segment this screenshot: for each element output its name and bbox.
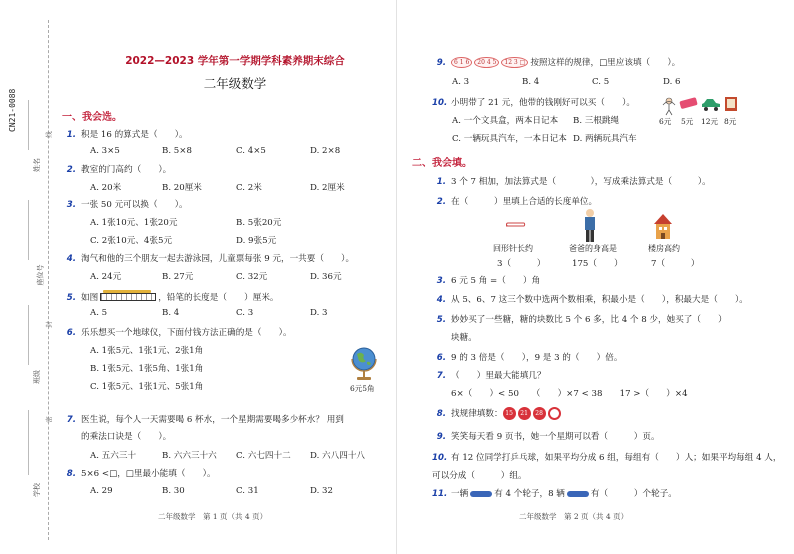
page-footer: 二年级数学 第 2 页（共 4 页） (519, 512, 629, 521)
question-number: 7. (66, 415, 76, 425)
seal-mark-line: 线 (44, 131, 53, 138)
option-c: C. 4×5 (236, 146, 266, 156)
sequence-box-2: 20 4 5 (474, 57, 499, 68)
unit-blank-building: 7（ ） (651, 259, 700, 269)
car-icon (567, 491, 589, 497)
option-b: B. 4 (522, 77, 540, 87)
sequence-box-1: 6 1 6 (451, 57, 472, 68)
question-text: 积是 16 的算式是（ ）。 (81, 130, 188, 140)
pattern-blank-ring-icon (548, 407, 561, 420)
side-field-school: 学校 (33, 483, 41, 497)
question-text: （ ）里最大能填几？ (451, 371, 546, 381)
question-4 (62, 252, 354, 264)
question-8 (62, 467, 216, 479)
section-fill: 二、我会填。 (412, 158, 472, 169)
price-pencil-case: 5元 (681, 117, 694, 126)
option-b: B. 1张5元、1张5角、1张1角 (90, 364, 204, 374)
question-number: 1. (436, 177, 446, 187)
sequence-box-3: 12 3 □ (501, 57, 528, 68)
question-number: 2. (66, 165, 76, 175)
paper-clip-icon (504, 222, 528, 230)
question-text: 小明带了 21 元，他带的钱刚好可以买（ ）。 (451, 98, 635, 108)
question-text: 找规律填数： (451, 409, 503, 419)
price-toy-car: 12元 (701, 117, 719, 126)
fill-2 (432, 195, 597, 207)
pattern-flower-3: 28 (533, 407, 546, 420)
pattern-flower-2: 21 (518, 407, 531, 420)
fill-8 (432, 407, 561, 420)
fill-6 (432, 351, 622, 363)
fill-5-continued: 块糖。 (451, 333, 477, 343)
option-d: D. 3 (310, 308, 328, 318)
option-b: B. 4 (162, 308, 180, 318)
question-text: 妙妙买了一些糖，糖的块数比 5 个 6 多，比 4 个 8 少，她买了（ ） (451, 315, 727, 325)
question-text: 3 个 7 相加，加法算式是（ ），写成乘法算式是（ ）。 (451, 177, 711, 187)
option-b: B. 三根跳绳 (573, 116, 620, 126)
question-number: 10. (432, 98, 448, 108)
option-c: C. 5 (592, 77, 610, 87)
option-c: C. 3 (236, 308, 254, 318)
question-10 (432, 96, 635, 108)
price-notebook: 8元 (724, 117, 737, 126)
option-d: D. 2×8 (310, 146, 341, 156)
jump-rope-icon (659, 96, 679, 116)
question-number: 9. (436, 432, 446, 442)
option-c: C. 31 (236, 486, 259, 496)
option-d: D. 36元 (310, 272, 342, 282)
price-jump-rope: 6元 (659, 117, 672, 126)
question-7-continued: 的乘法口诀是（ ）。 (81, 432, 172, 442)
question-text-b: ，铅笔的长度是（ ）厘米。 (158, 293, 279, 303)
unit-blank-clip: 3（ ） (497, 259, 546, 269)
option-a: A. 20米 (90, 183, 122, 193)
option-c: C. 1张5元、1张1元、5张1角 (90, 382, 204, 392)
option-d: D. 六八四十八 (310, 451, 366, 461)
fill-3 (432, 274, 540, 286)
globe-price-tag: 6元5角 (350, 384, 375, 393)
option-d: D. 9张5元 (236, 236, 277, 246)
question-text: 乐乐想买一个地球仪，下面付钱方法正确的是（ ）。 (81, 328, 292, 338)
question-text: 淘气和他的三个朋友一起去游泳园，儿童票每张 9 元，一共要（ ）。 (81, 254, 355, 264)
option-a: A. 24元 (90, 272, 122, 282)
unit-label-building: 楼房高约 (648, 244, 680, 253)
side-field-name-line (28, 100, 29, 150)
option-a: A. 一个文具盒，两本日记本 (452, 116, 559, 126)
question-number: 10. (432, 453, 448, 463)
option-d: D. 32 (310, 486, 333, 496)
question-text-a: 如图 (81, 293, 99, 303)
option-c: C. 32元 (236, 272, 268, 282)
side-field-name: 姓名 (33, 158, 41, 172)
question-text-a: 一辆 (451, 489, 469, 499)
option-b: B. 27元 (162, 272, 194, 282)
side-field-class-line (28, 305, 29, 365)
question-1 (62, 128, 188, 140)
binding-strip (0, 0, 58, 554)
exam-page-2 (397, 0, 794, 554)
side-field-school-line (28, 410, 29, 475)
option-d: D. 两辆玩具汽车 (573, 134, 637, 144)
seal-line (48, 20, 49, 540)
question-6 (62, 326, 292, 338)
question-5 (62, 291, 279, 303)
option-d: D. 2厘米 (310, 183, 345, 193)
question-number: 4. (66, 254, 76, 264)
question-number: 5. (436, 315, 446, 325)
side-field-seat: 座位号 (36, 264, 45, 286)
fill-1 (432, 175, 711, 187)
fill-9 (432, 430, 660, 442)
question-number: 5. (66, 293, 76, 303)
option-c: C. 2米 (236, 183, 262, 193)
globe-icon (348, 344, 380, 386)
option-a: A. 3×5 (90, 146, 120, 156)
section-choose: 一、我会选。 (62, 112, 122, 123)
question-text: 笑笑每天看 9 页书，她一个星期可以看（ ）页。 (451, 432, 660, 442)
question-9 (432, 56, 680, 68)
page-footer: 二年级数学 第 1 页（共 4 页） (158, 512, 268, 521)
option-d: D. 6 (663, 77, 681, 87)
fill-4 (432, 293, 748, 305)
question-text: 9 的 3 倍是（ ），9 是 3 的（ ）倍。 (451, 353, 623, 363)
option-b: B. 20厘米 (162, 183, 202, 193)
question-number: 8. (66, 469, 76, 479)
unit-blank-father: 175（ ） (572, 259, 623, 269)
fill-10 (432, 449, 782, 485)
option-a: A. 五六三十 (90, 451, 137, 461)
question-3 (62, 198, 188, 210)
exam-subtitle: 二年级数学 (203, 76, 267, 91)
option-a: A. 29 (90, 486, 113, 496)
exam-title: 2022—2023 学年第一学期学科素养期末综合 (125, 55, 345, 67)
question-number: 7. (436, 371, 446, 381)
question-text: 6 元 5 角 =（ ）角 (451, 276, 541, 286)
unit-label-clip: 回形针长约 (493, 244, 533, 253)
question-text: 从 5、6、7 这三个数中选两个数相乘，积最小是（ ），积最大是（ ）。 (451, 295, 748, 305)
fill-7 (432, 369, 546, 381)
question-text: 按照这样的规律，□里应该填（ ）。 (530, 58, 681, 68)
fill-11 (432, 487, 677, 499)
option-c: C. 六七四十二 (236, 451, 291, 461)
question-text: 有 12 位同学打乒乓球，如果平均分成 6 组，每组有（ ）人；如果平均每组 4 人，可以分成（ ）组。 (432, 453, 782, 481)
question-number: 9. (436, 58, 446, 68)
option-a: A. 3 (452, 77, 470, 87)
pattern-flower-1: 15 (503, 407, 516, 420)
question-number: 3. (66, 200, 76, 210)
toy-car-icon (700, 98, 722, 112)
question-number: 6. (66, 328, 76, 338)
question-number: 11. (432, 489, 448, 499)
question-text: 教室的门高约（ ）。 (81, 165, 172, 175)
option-b: B. 六六三十六 (162, 451, 217, 461)
fill-7-inequalities: 6×（ ）< 50 （ ）×7 < 38 17 >（ ）×4 (451, 389, 688, 399)
pencil-icon (103, 290, 151, 293)
question-text: 在（ ）里填上合适的长度单位。 (451, 197, 598, 207)
question-number: 2. (436, 197, 446, 207)
question-number: 8. (436, 409, 446, 419)
seal-mark-feng: 封 (44, 321, 53, 328)
question-text-b: 有 4 个轮子，8 辆 (494, 489, 565, 499)
car-icon (470, 491, 492, 497)
exam-code: CN21-0088 (8, 88, 17, 132)
question-text-c: 有（ ）个轮子。 (590, 489, 677, 499)
question-text: 5×6 <□，□里最小能填（ ）。 (81, 469, 216, 479)
father-figure-icon (580, 208, 600, 244)
option-c: C. 一辆玩具汽车，一本日记本 (452, 134, 567, 144)
fill-5 (432, 313, 727, 325)
ruler-with-pencil-image (100, 293, 156, 301)
question-text: 一张 50 元可以换（ ）。 (81, 200, 188, 210)
question-text: 医生说，每个人一天需要喝 6 杯水，一个星期需要喝多少杯水？ 用到 (81, 415, 344, 425)
question-number: 3. (436, 276, 446, 286)
side-field-class: 班级 (33, 370, 41, 384)
option-c: C. 2张10元、4张5元 (90, 236, 173, 246)
option-a: A. 5 (90, 308, 108, 318)
unit-label-father: 爸爸的身高是 (569, 244, 617, 253)
option-b: B. 30 (162, 486, 185, 496)
pencil-case-icon (679, 96, 699, 110)
notebook-icon (724, 96, 738, 112)
option-a: A. 1张5元、1张1元、2张1角 (90, 346, 204, 356)
question-number: 4. (436, 295, 446, 305)
building-icon (652, 212, 674, 240)
option-b: B. 5张20元 (236, 218, 282, 228)
option-b: B. 5×8 (162, 146, 192, 156)
question-2 (62, 163, 171, 175)
seal-mark-mi: 密 (44, 416, 53, 423)
side-field-seat-line (28, 200, 29, 260)
option-a: A. 1张10元、1张20元 (90, 218, 178, 228)
question-7 (62, 413, 344, 425)
question-number: 1. (66, 130, 76, 140)
question-number: 6. (436, 353, 446, 363)
